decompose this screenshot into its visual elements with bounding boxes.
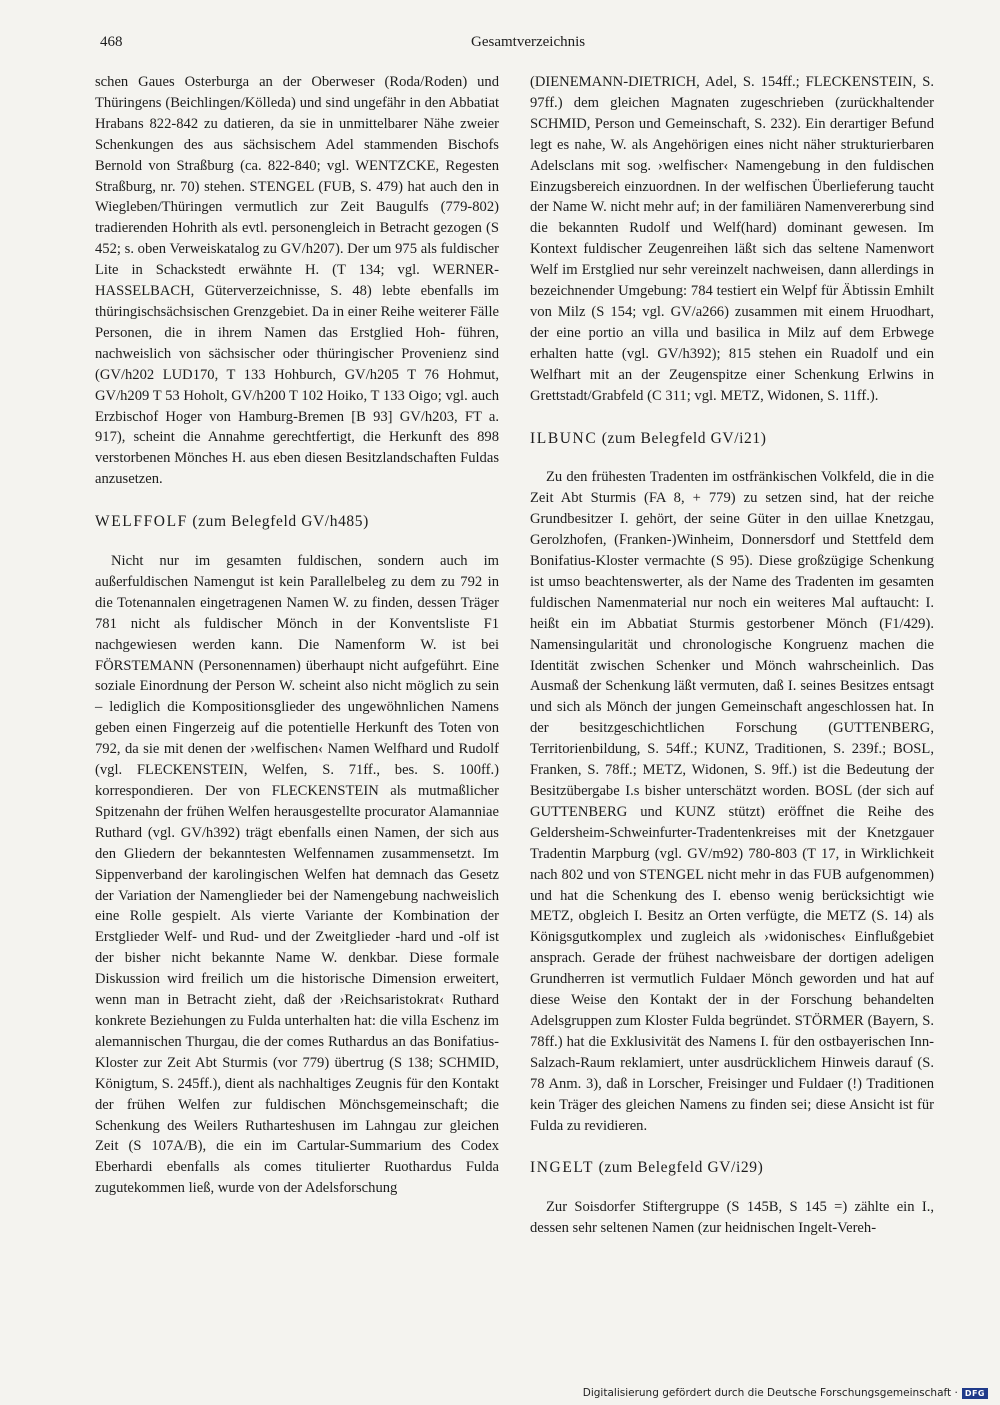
entry-keyword: INGELT bbox=[530, 1159, 595, 1177]
entry-reference: (zum Belegfeld GV/i29) bbox=[598, 1159, 764, 1177]
running-head: Gesamtverzeichnis bbox=[471, 34, 586, 50]
dfg-logo: DFG bbox=[962, 1388, 988, 1399]
entry-reference: (zum Belegfeld GV/i21) bbox=[601, 429, 767, 447]
entry-reference: (zum Belegfeld GV/h485) bbox=[192, 513, 369, 531]
right-column bbox=[530, 72, 934, 1239]
paragraph: Nicht nur im gesamten fuldischen, sondern auch im außerfuldischen Namengut ist kein Parallelbeleg zu dem zu 792 in die Totenannalen eingetragenen Namen W. zu finden, dessen Träger 781 nicht als fuldischer Mönch in der Konventsliste F1 nachgewiesen werden kann. Die Namenform W. ist bei FÖRSTEMANN (Personennamen) überhaupt nicht aufgeführt. Eine soziale Einordnung der Person W. scheint also nicht möglich zu sein – lediglich die Kompositionsglieder des ungewöhnlichen Namens geben einen Fingerzeig auf die potentielle Herkunft des Toten von 792, da sie mit denen der ›welfischen‹ Namen Welfhard und Rudolf (vgl. FLECKENSTEIN, Welfen, S. 71ff., bes. S. 100ff.) korrespondieren. Der von FLECKENSTEIN als mutmaßlicher Spitzenahn der frühen Welfen herausgestellte procurator Alamanniae Ruthard (vgl. GV/h392) trägt ebenfalls einen Namen, der sich aus den Gliedern der bekanntesten Welfennamen zusammensetzt. Im Sippenverband der karolingischen Welfen hat demnach das Gesetz der Variation der Namenglieder bei der Namengebung nachweislich eine Rolle gespielt. Als vierte Variante der Kombination der Erstglieder Welf- und Rud- und der Zweitglieder -hard und -olf ist der bisher nicht bekannte Name W. denkbar. Diese formale Diskussion wird freilich um die historische Dimension erweitert, wenn man in Betracht zieht, daß der ›Reichsaristokrat‹ Ruthard konkrete Beziehungen zu Fulda unterhalten hat: die villa Eschenz im alemannischen Thurgau, die der comes Ruthardus an das Bonifatius-Kloster zur Zeit Abt Sturmis (vor 779) übertrug (S 138; SCHMID, Königtum, S. 245ff.), dient als nachhaltiges Zeugnis für den Kontakt der frühen Welfen zur fuldischen Mönchsgemeinschaft; die Schenkung des Weilers Rutharteshusen im Lahngau zur gleichen Zeit (S 107A/B), die ein im Cartular-Summarium des Codex Eberhardi ebenfalls als comes titulierter Ruothardus Fulda zugutekommen ließ, wurde von der Adelsforschung bbox=[95, 553, 499, 1197]
left-column bbox=[95, 72, 499, 1199]
paragraph: (DIENEMANN-DIETRICH, Adel, S. 154ff.; FLECKENSTEIN, S. 97ff.) dem gleichen Magnaten zugeschrieben (zurückhaltender SCHMID, Person und Gemeinschaft, S. 232). Ein derartiger Befund legt es nahe, W. als Angehörigen eines nicht näher strukturierbaren Adelsclans mit sog. ›welfischer‹ Namengebung in den fuldischen Einzugsbereich einzuordnen. In der welfischen Überlieferung taucht der Name W. nicht mehr auf; in der familiären Namenvererbung sind die bekannten Rudolf und Welf(hard) dominant gewesen. Im Kontext fuldischer Zeugenreihen läßt sich das seltene Namenwort Welf im Erstglied nur sehr vereinzelt nachweisen, dann allerdings in bezeichnender Umgebung: 784 testiert ein Welpf für Äbtissin Emhilt von Milz (S 154; vgl. GV/a266) zusammen mit einem Hruodhart, der eine portio an villa und basilica in Milz auf dem Erbwege erhalten hatte (vgl. GV/h392); 815 stehen ein Ruadolf und ein Welfhart mit an der Zeugenspitze einer Schenkung Erlwins in Grettstadt/Grabfeld (C 311; vgl. METZ, Widonen, S. 11ff.). bbox=[530, 74, 934, 404]
digitization-footer bbox=[583, 1387, 988, 1399]
paragraph: Zur Soisdorfer Stiftergruppe (S 145B, S 145 =) zählte ein I., dessen sehr seltenen Namen (zur heidnischen Ingelt-Vereh- bbox=[530, 1199, 934, 1237]
footer-text: Digitalisierung gefördert durch die Deutsche Forschungsgemeinschaft · bbox=[582, 1387, 958, 1399]
entry-keyword: WELFFOLF bbox=[95, 513, 188, 531]
page-number: 468 bbox=[100, 34, 123, 50]
entry-keyword: ILBUNC bbox=[530, 429, 598, 447]
paragraph: schen Gaues Osterburga an der Oberweser (Roda/Roden) und Thüringens (Beichlingen/Kölleda) und sind ungefähr in den Abbatiat Hrabans 822-842 zu datieren, da sie in unmittelbarer Nähe zweier Schenkungen des aus sächsischem Adel stammenden Bischofs Bernold von Straßburg (ca. 822-840; vgl. WENTZCKE, Regesten Straßburg, nr. 70) stehen. STENGEL (FUB, S. 479) hat auch den in Wiegleben/Thüringen vermutlich zur Zeit Baugulfs (779-802) tradierenden Hohrith als evtl. personengleich in Betracht gezogen (S 452; s. oben Verweiskatalog zu GV/h207). Der um 975 als fuldischer Lite in Schackstedt erwähnte H. (T 134; vgl. WERNER-HASSELBACH, Güterverzeichnisse, S. 48) lebte ebenfalls im thüringischsächsischen Grenzgebiet. Da in einer Reihe weiterer Fälle Personen, die in ihrem Namen das Erstglied Hoh- führen, nachweislich von sächsischer oder thüringischer Provenienz sind (GV/h202 LUD170, T 133 Hohburch, GV/h205 T 76 Hohmut, GV/h209 T 53 Hoholt, GV/h200 T 102 Hoiko, T 133 Oigo; vgl. auch Erzbischof Hoger von Hamburg-Bremen [B 93] GV/h203, FT a. 917), scheint die Annahme gerechtfertigt, die Herkunft des 898 verstorbenen Mönches H. aus eben diesen Besitzlandschaften Fuldas anzusetzen. bbox=[95, 74, 499, 488]
entry-heading-ilbunc bbox=[530, 429, 934, 450]
paragraph: Zu den frühesten Tradenten im ostfränkischen Volkfeld, die in die Zeit Abt Sturmis (FA 8, + 779) zu setzen sind, hat der reiche Grundbesitzer I. gehört, der seine Güter in den uillae Knetzgau, Gerolzhofen, (Franken-)Winheim, Donnersdorf und Stettfeld dem Bonifatius-Kloster vermachte (S 95). Diese großzügige Schenkung ist umso beachtenswerter, als der Name des Tradenten im gesamten fuldischen Namenmaterial nur noch ein weiteres Mal auftaucht: I. heißt ein im Abbatiat Sturmis gestorbener Mönch (F1/429). Namensingularität und chronologische Kongruenz machen die Identität zwischen Schenker und Mönch wahrscheinlich. Das Ausmaß der Schenkung läßt vermuten, daß I. seines Besitzes entsagt und sich als Mönch der jungen Gemeinschaft angeschlossen hat. In der besitzgeschichtlichen Forschung (GUTTENBERG, Territorienbildung, S. 54ff.; KUNZ, Traditionen, S. 239f.; BOSL, Franken, S. 78ff.; METZ, Widonen, S. 9ff.) ist die Bedeutung der Besitzübergabe I.s bisher unterschätzt worden. BOSL (der sich auf GUTTENBERG und KUNZ stützt) eröffnet die Reihe des Geldersheim-Schweinfurter-Tradentenkreises mit der Knetzgauer Tradentin Marpburg (vgl. GV/m92) 780-803 (T 17, in Wirklichkeit nach 802 und von STENGEL nicht mehr in das FUB aufgenommen) und hat die Schenkung des I. ebenso wenig berücksichtigt wie METZ, obgleich I. Besitz an Orten verfügte, die METZ (S. 14) als Königsgutkomplex und zugleich als ›widonisches‹ Einflußgebiet ansprach. Gerade der frühest nachweisbare der dortigen adeligen Grundherren ist vermutlich Fuldaer Mönch geworden und hat auf diese Weise den Kontakt der in der Forschung behandelten Adelsgruppen zum Kloster Fulda begründet. STÖRMER (Bayern, S. 78ff.) hat die Exklusivität des Namens I. für den ostbayerischen Inn-Salzach-Raum reklamiert, unter ausdrücklichem Hinweis darauf (S. 78 Anm. 3), daß in Lorscher, Freisinger und Fuldaer (!) Traditionen kein Träger des gleichen Namens zu finden sei; diese Ansicht ist für Fulda zu revidieren. bbox=[530, 469, 934, 1134]
entry-heading-ingelt bbox=[530, 1158, 934, 1179]
entry-heading-welffolf bbox=[95, 512, 499, 533]
